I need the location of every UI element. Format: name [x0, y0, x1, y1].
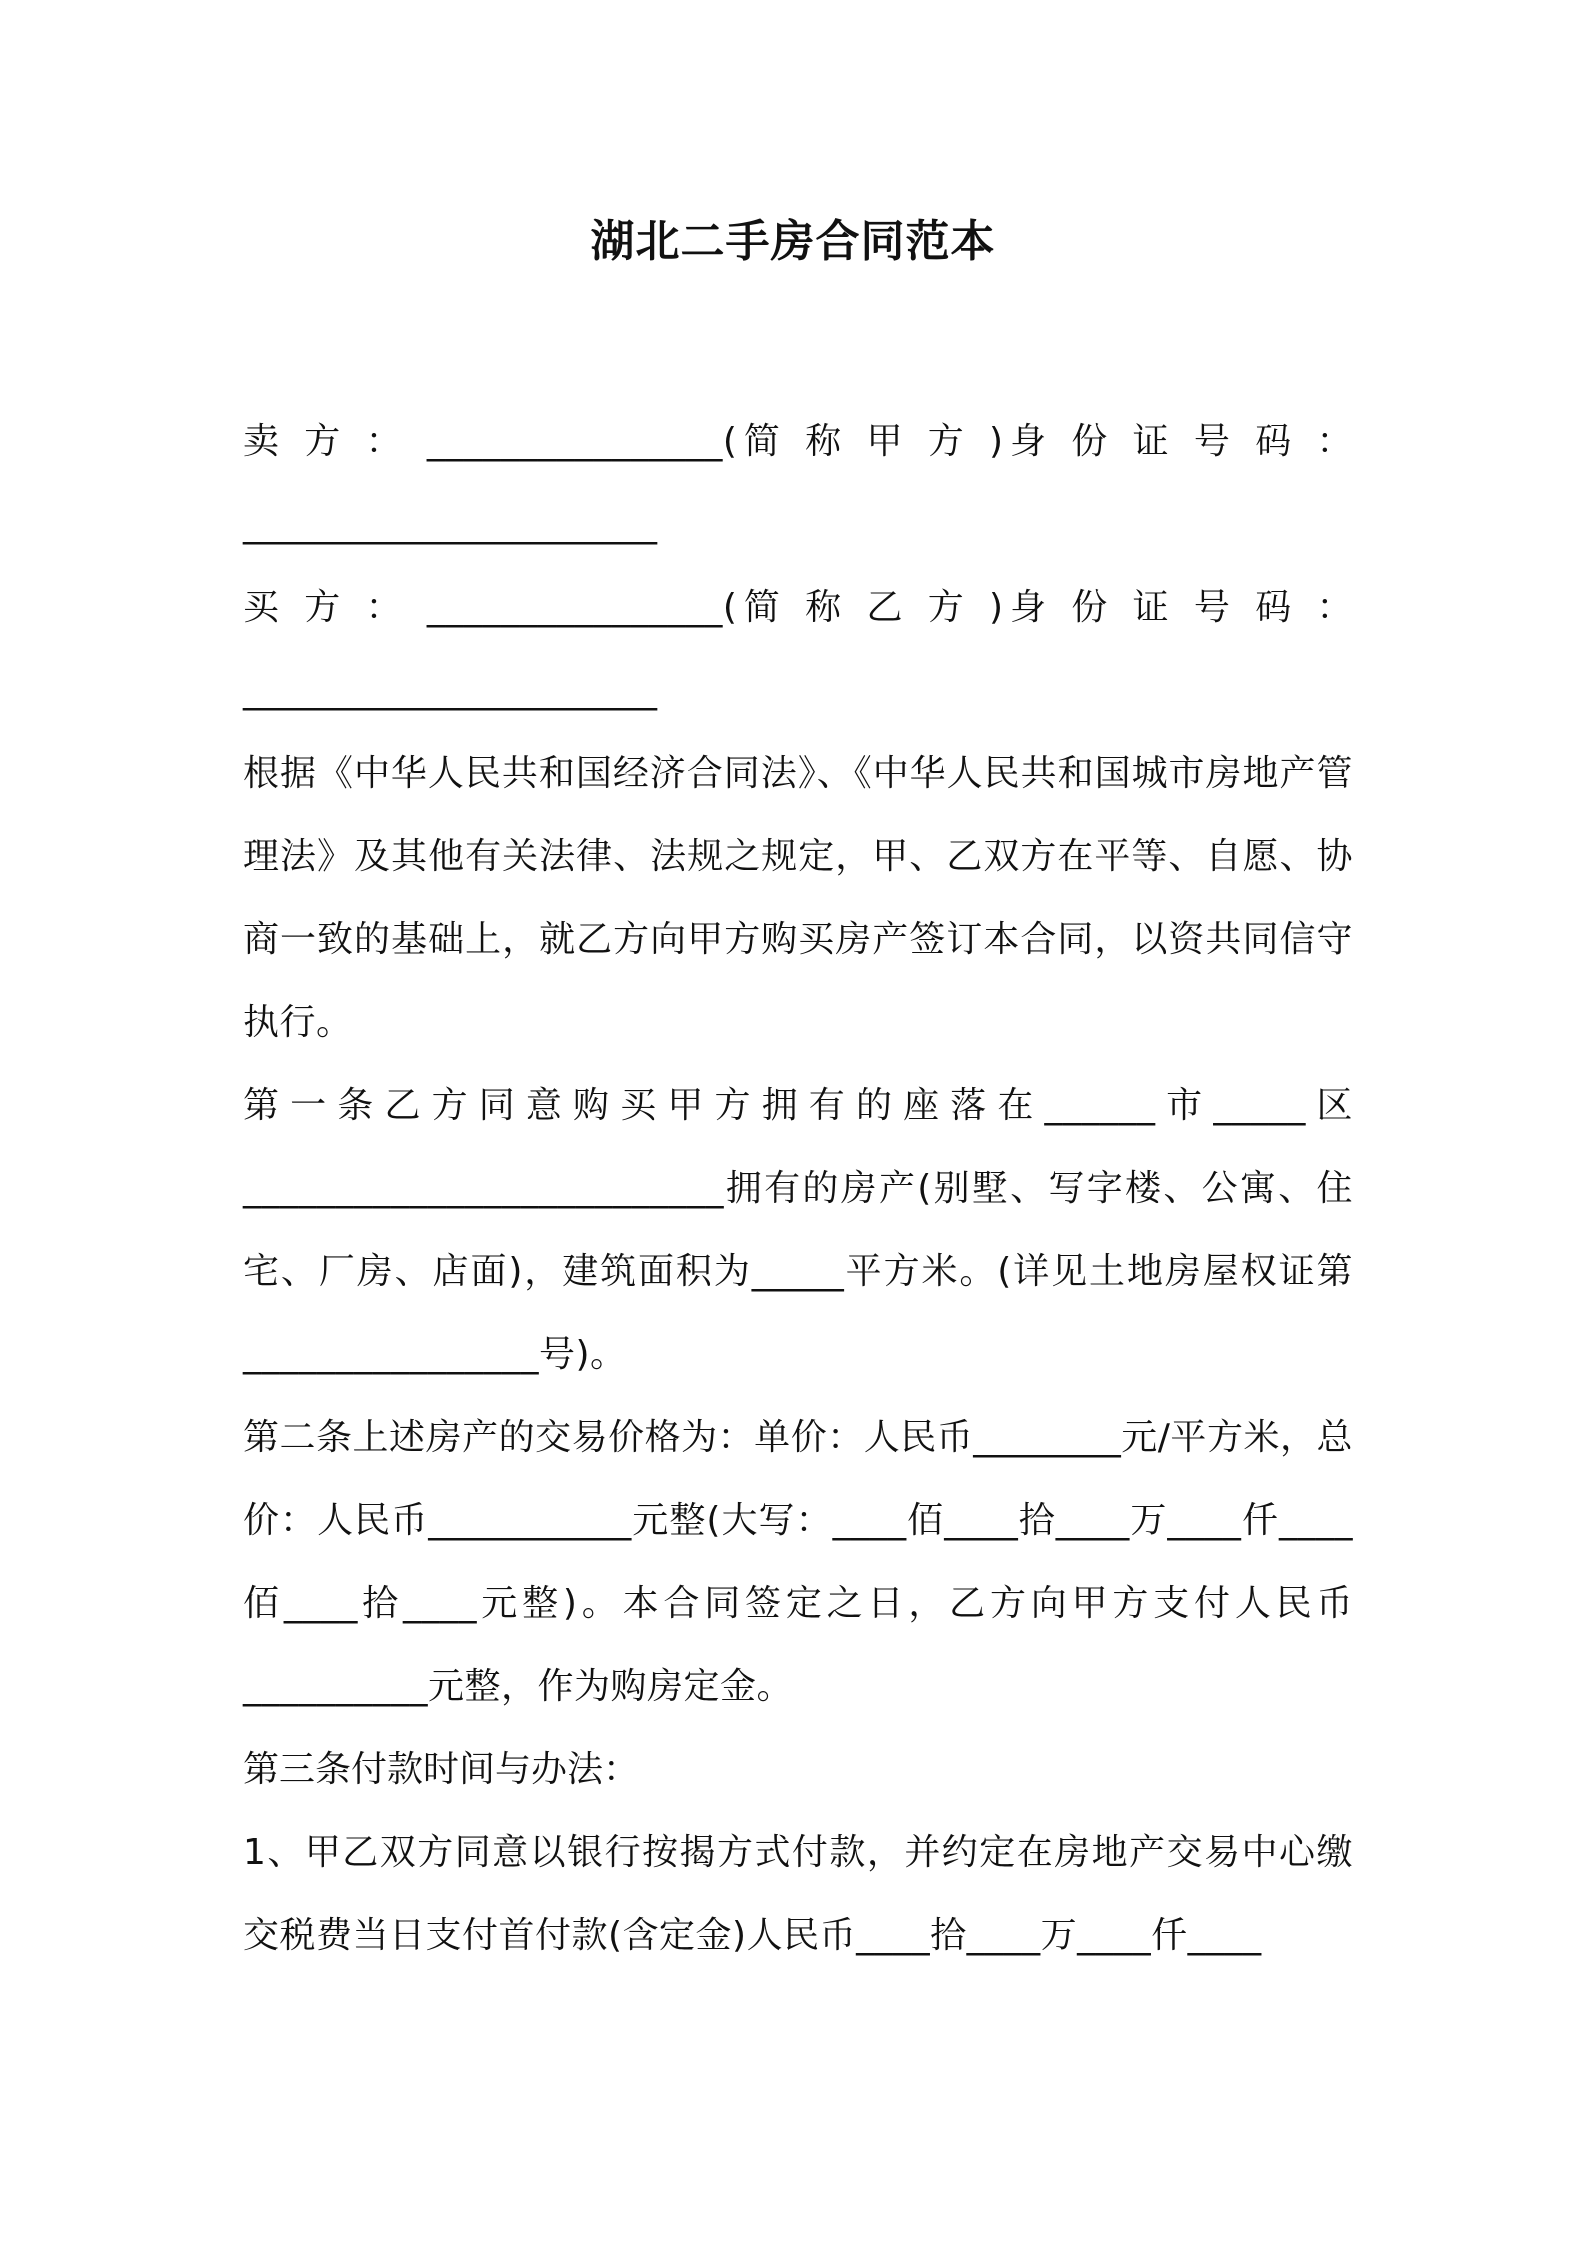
contract-body: [243, 400, 1353, 1977]
seller-line: 卖 方 ： ________________(简 称 甲 方 )身 份 证 号 码 ：: [243, 421, 1353, 462]
article-2-paragraph: 第二条上述房产的交易价格为：单价：人民币________元/平方米，总价：人民币___________元整(大写：____佰____拾____万____仟____佰____拾____元整)。本合同签定之日，乙方向甲方支付人民币__________元整，作为购房定金。: [243, 1417, 1353, 1707]
seller-id-blank: _______________________: [243, 504, 657, 545]
article-3-item-1: 1、甲乙双方同意以银行按揭方式付款，并约定在房地产交易中心缴交税费当日支付首付款(含定金)人民币____拾____万____仟____: [243, 1832, 1353, 1956]
article-1-paragraph: 第一条乙方同意购买甲方拥有的座落在______市_____区__________________________拥有的房产(别墅、写字楼、公寓、住宅、厂房、店面)，建筑面积为_____平方米。(详见土地房屋权证第________________号)。: [243, 1085, 1353, 1375]
document-title: 湖北二手房合同范本: [590, 216, 996, 267]
buyer-id-blank: _______________________: [243, 670, 657, 711]
article-3-heading: 第三条付款时间与办法：: [243, 1749, 640, 1790]
preamble-paragraph: 根据《中华人民共和国经济合同法》、《中华人民共和国城市房地产管理法》及其他有关法律、法规之规定，甲、乙双方在平等、自愿、协商一致的基础上，就乙方向甲方购买房产签订本合同，以资共同信守执行。: [243, 753, 1353, 1043]
buyer-line: 买 方 ： ________________(简 称 乙 方 )身 份 证 号 码 ：: [243, 587, 1353, 628]
